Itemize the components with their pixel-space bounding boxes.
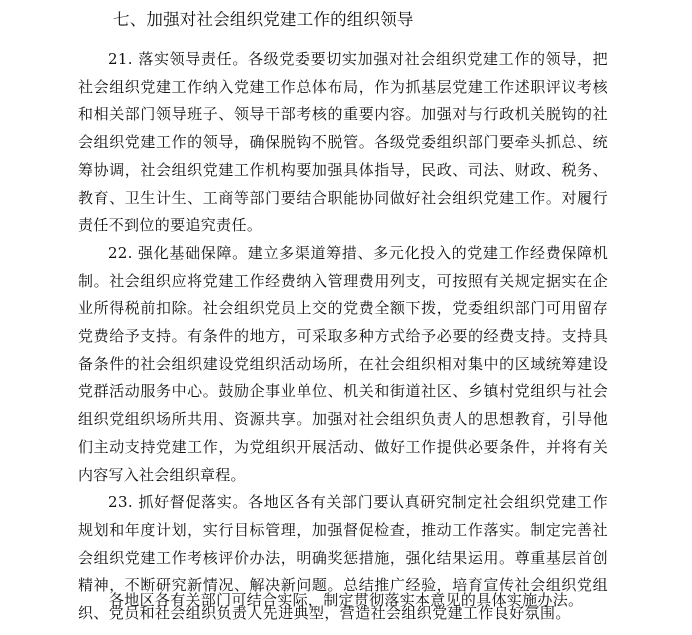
paragraph-22: 22. 强化基础保障。建立多渠道筹措、多元化投入的党建工作经费保障机制。社会组织应将党建工作经费纳入管理费用列支，可按照有关规定据实在企业所得税前扣除。社会组织党员上交的党费全额下拨，党委组织部门可用留存党费给予支持。有条件的地方，可采取多种方式给予必要的经费支持。支持具备条件的社会组织建设党组织活动场所，在社会组织相对集中的区域统筹建设党群活动服务中心。鼓励企事业单位、机关和街道社区、乡镇村党组织与社会组织党组织场所共用、资源共享。加强对社会组织负责人的思想教育，引导他们主动支持党建工作，为党组织开展活动、做好工作提供必要条件，并将有关内容写入社会组织章程。: [78, 243, 608, 484]
section-heading: 七、加强对社会组织党建工作的组织领导: [113, 10, 414, 29]
paragraph-23: 23. 抓好督促落实。各地区各有关部门要认真研究制定社会组织党建工作规划和年度计划，实行目标管理，加强督促检查，推动工作落实。制定完善社会组织党建工作考核评价办法，明确奖惩措施，强化结果运用。尊重基层首创精神，不断研究新情况、解决新问题。总结推广经验，培育宣传社会组织党组织、党员和社会组织负责人先进典型，营造社会组织党建工作良好氛围。: [78, 493, 608, 623]
document-body: [78, 46, 608, 628]
paragraph-21: 21. 落实领导责任。各级党委要切实加强对社会组织党建工作的领导，把社会组织党建工作纳入党建工作总体布局，作为抓基层党建工作述职评议考核和相关部门领导班子、领导干部考核的重要内容。加强对与行政机关脱钩的社会组织党建工作的领导，确保脱钩不脱管。各级党委组织部门要牵头抓总、统筹协调，社会组织党建工作机构要加强具体指导，民政、司法、财政、税务、教育、卫生计生、工商等部门要结合职能协同做好社会组织党建工作。对履行责任不到位的要追究责任。: [78, 50, 608, 235]
closing-sentence: 各地区各有关部门可结合实际，制定贯彻落实本意见的具体实施办法。: [109, 591, 584, 609]
